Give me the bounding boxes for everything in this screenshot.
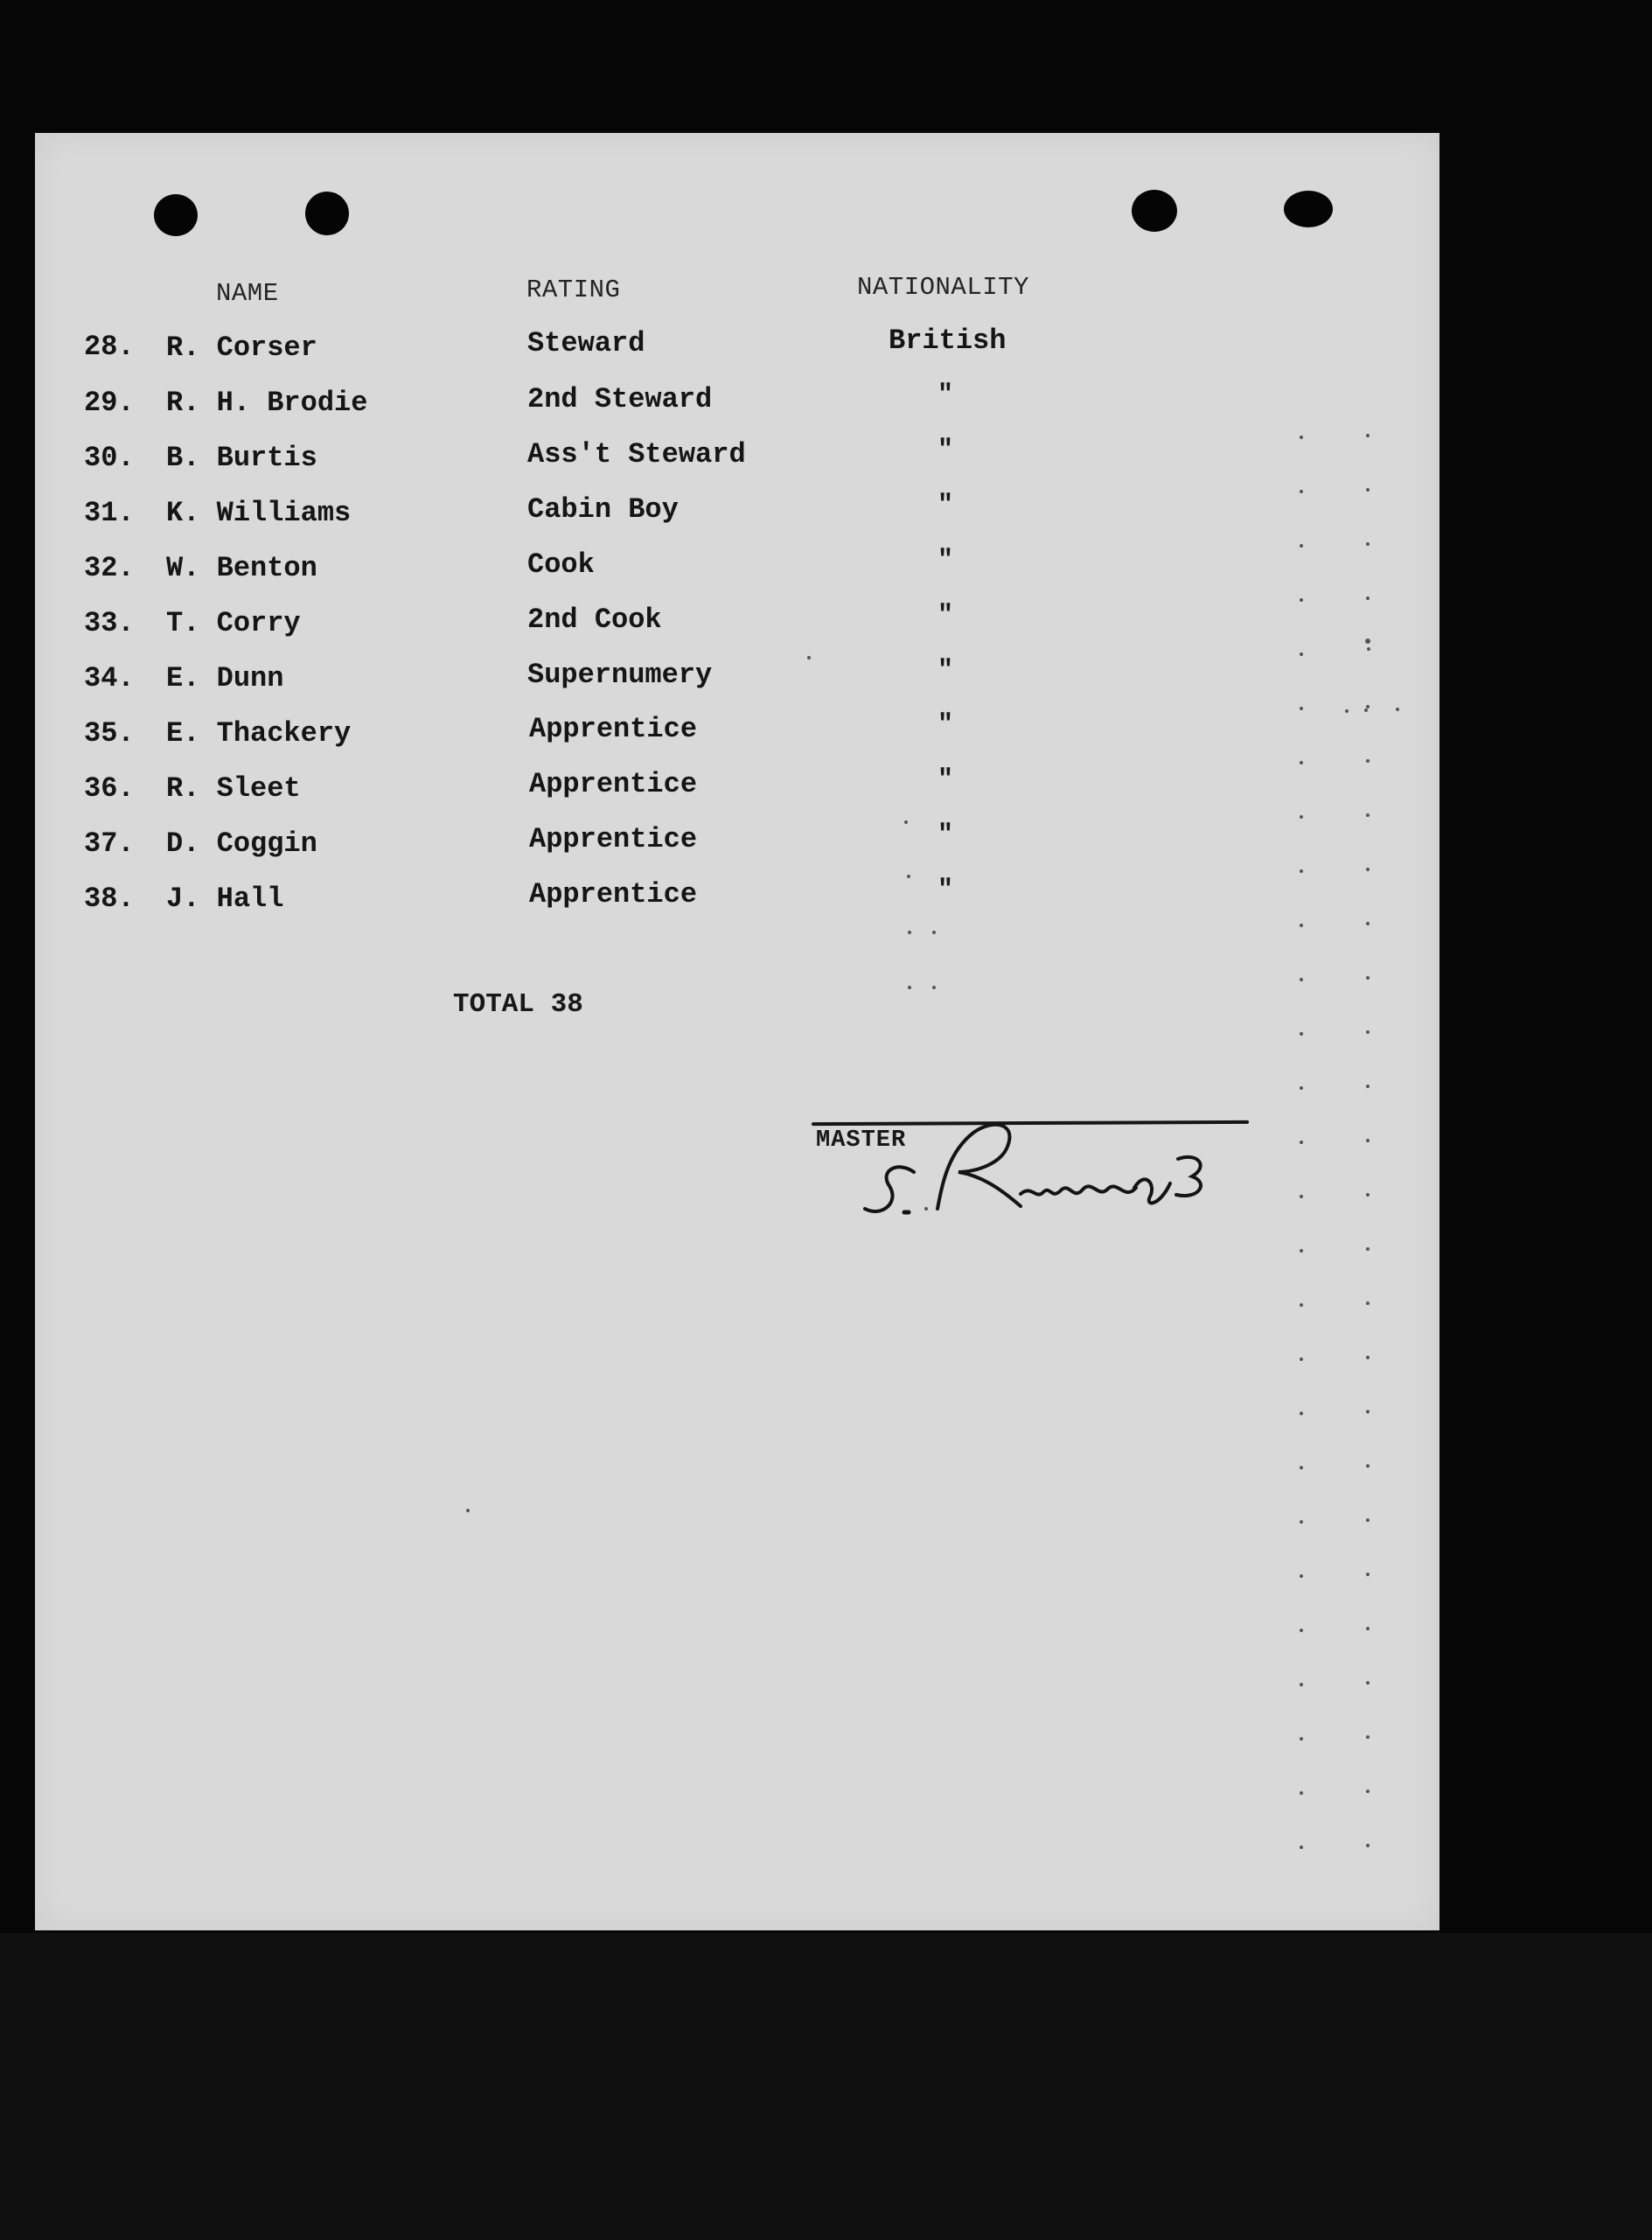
column-header-name: NAME: [216, 279, 279, 308]
crew-name: T. Corry: [166, 607, 301, 639]
crew-number: 33.: [84, 607, 135, 639]
crew-number: 31.: [84, 497, 135, 529]
column-header-nationality: NATIONALITY: [857, 273, 1029, 302]
crew-rating: Cook: [527, 548, 595, 581]
crew-rating: Apprentice: [529, 823, 698, 855]
crew-rating: Apprentice: [529, 713, 698, 745]
crew-name: D. Coggin: [166, 827, 317, 860]
crew-rating: Steward: [527, 327, 645, 359]
crew-name: E. Thackery: [166, 717, 352, 750]
crew-number: 34.: [84, 662, 135, 694]
crew-number: 35.: [84, 717, 135, 750]
crew-name: B. Burtis: [166, 442, 317, 474]
crew-name: K. Williams: [166, 497, 352, 529]
crew-nationality: ": [938, 380, 954, 410]
crew-name: E. Dunn: [166, 662, 284, 694]
crew-nationality: ": [938, 546, 954, 576]
crew-rating: Cabin Boy: [527, 493, 679, 526]
total-count: TOTAL 38: [453, 989, 583, 1020]
crew-number: 32.: [84, 552, 135, 584]
crew-number: 28.: [84, 331, 135, 363]
crew-number: 29.: [84, 387, 135, 419]
crew-rating: Apprentice: [529, 878, 698, 911]
crew-nationality: British: [889, 324, 1007, 357]
crew-nationality: ": [938, 876, 954, 905]
crew-nationality: ": [938, 820, 954, 850]
crew-number: 30.: [84, 442, 135, 474]
crew-rating: Ass't Steward: [527, 438, 746, 471]
crew-name: R. Corser: [166, 331, 317, 364]
crew-number: 38.: [84, 883, 135, 915]
crew-rating: Supernumery: [527, 659, 713, 691]
scanner-bed-edge: [0, 1933, 1652, 2240]
crew-nationality: ": [938, 765, 954, 795]
crew-nationality: ": [938, 656, 954, 686]
crew-rating: 2nd Cook: [527, 604, 662, 636]
crew-name: R. Sleet: [166, 772, 301, 805]
crew-nationality: ": [938, 436, 954, 465]
crew-name: J. Hall: [166, 883, 284, 915]
signature-caption: MASTER: [816, 1127, 907, 1154]
crew-name: R. H. Brodie: [166, 387, 368, 419]
scan-speckles: [35, 133, 1439, 1930]
crew-rating: Apprentice: [529, 768, 698, 800]
crew-nationality: ": [938, 601, 954, 631]
crew-rating: 2nd Steward: [527, 383, 713, 415]
crew-list-page: [35, 133, 1439, 1930]
crew-nationality: ": [938, 491, 954, 520]
crew-name: W. Benton: [166, 552, 317, 584]
column-header-rating: RATING: [526, 276, 621, 304]
crew-nationality: ": [938, 710, 954, 740]
crew-number: 37.: [84, 827, 135, 860]
crew-number: 36.: [84, 772, 135, 805]
